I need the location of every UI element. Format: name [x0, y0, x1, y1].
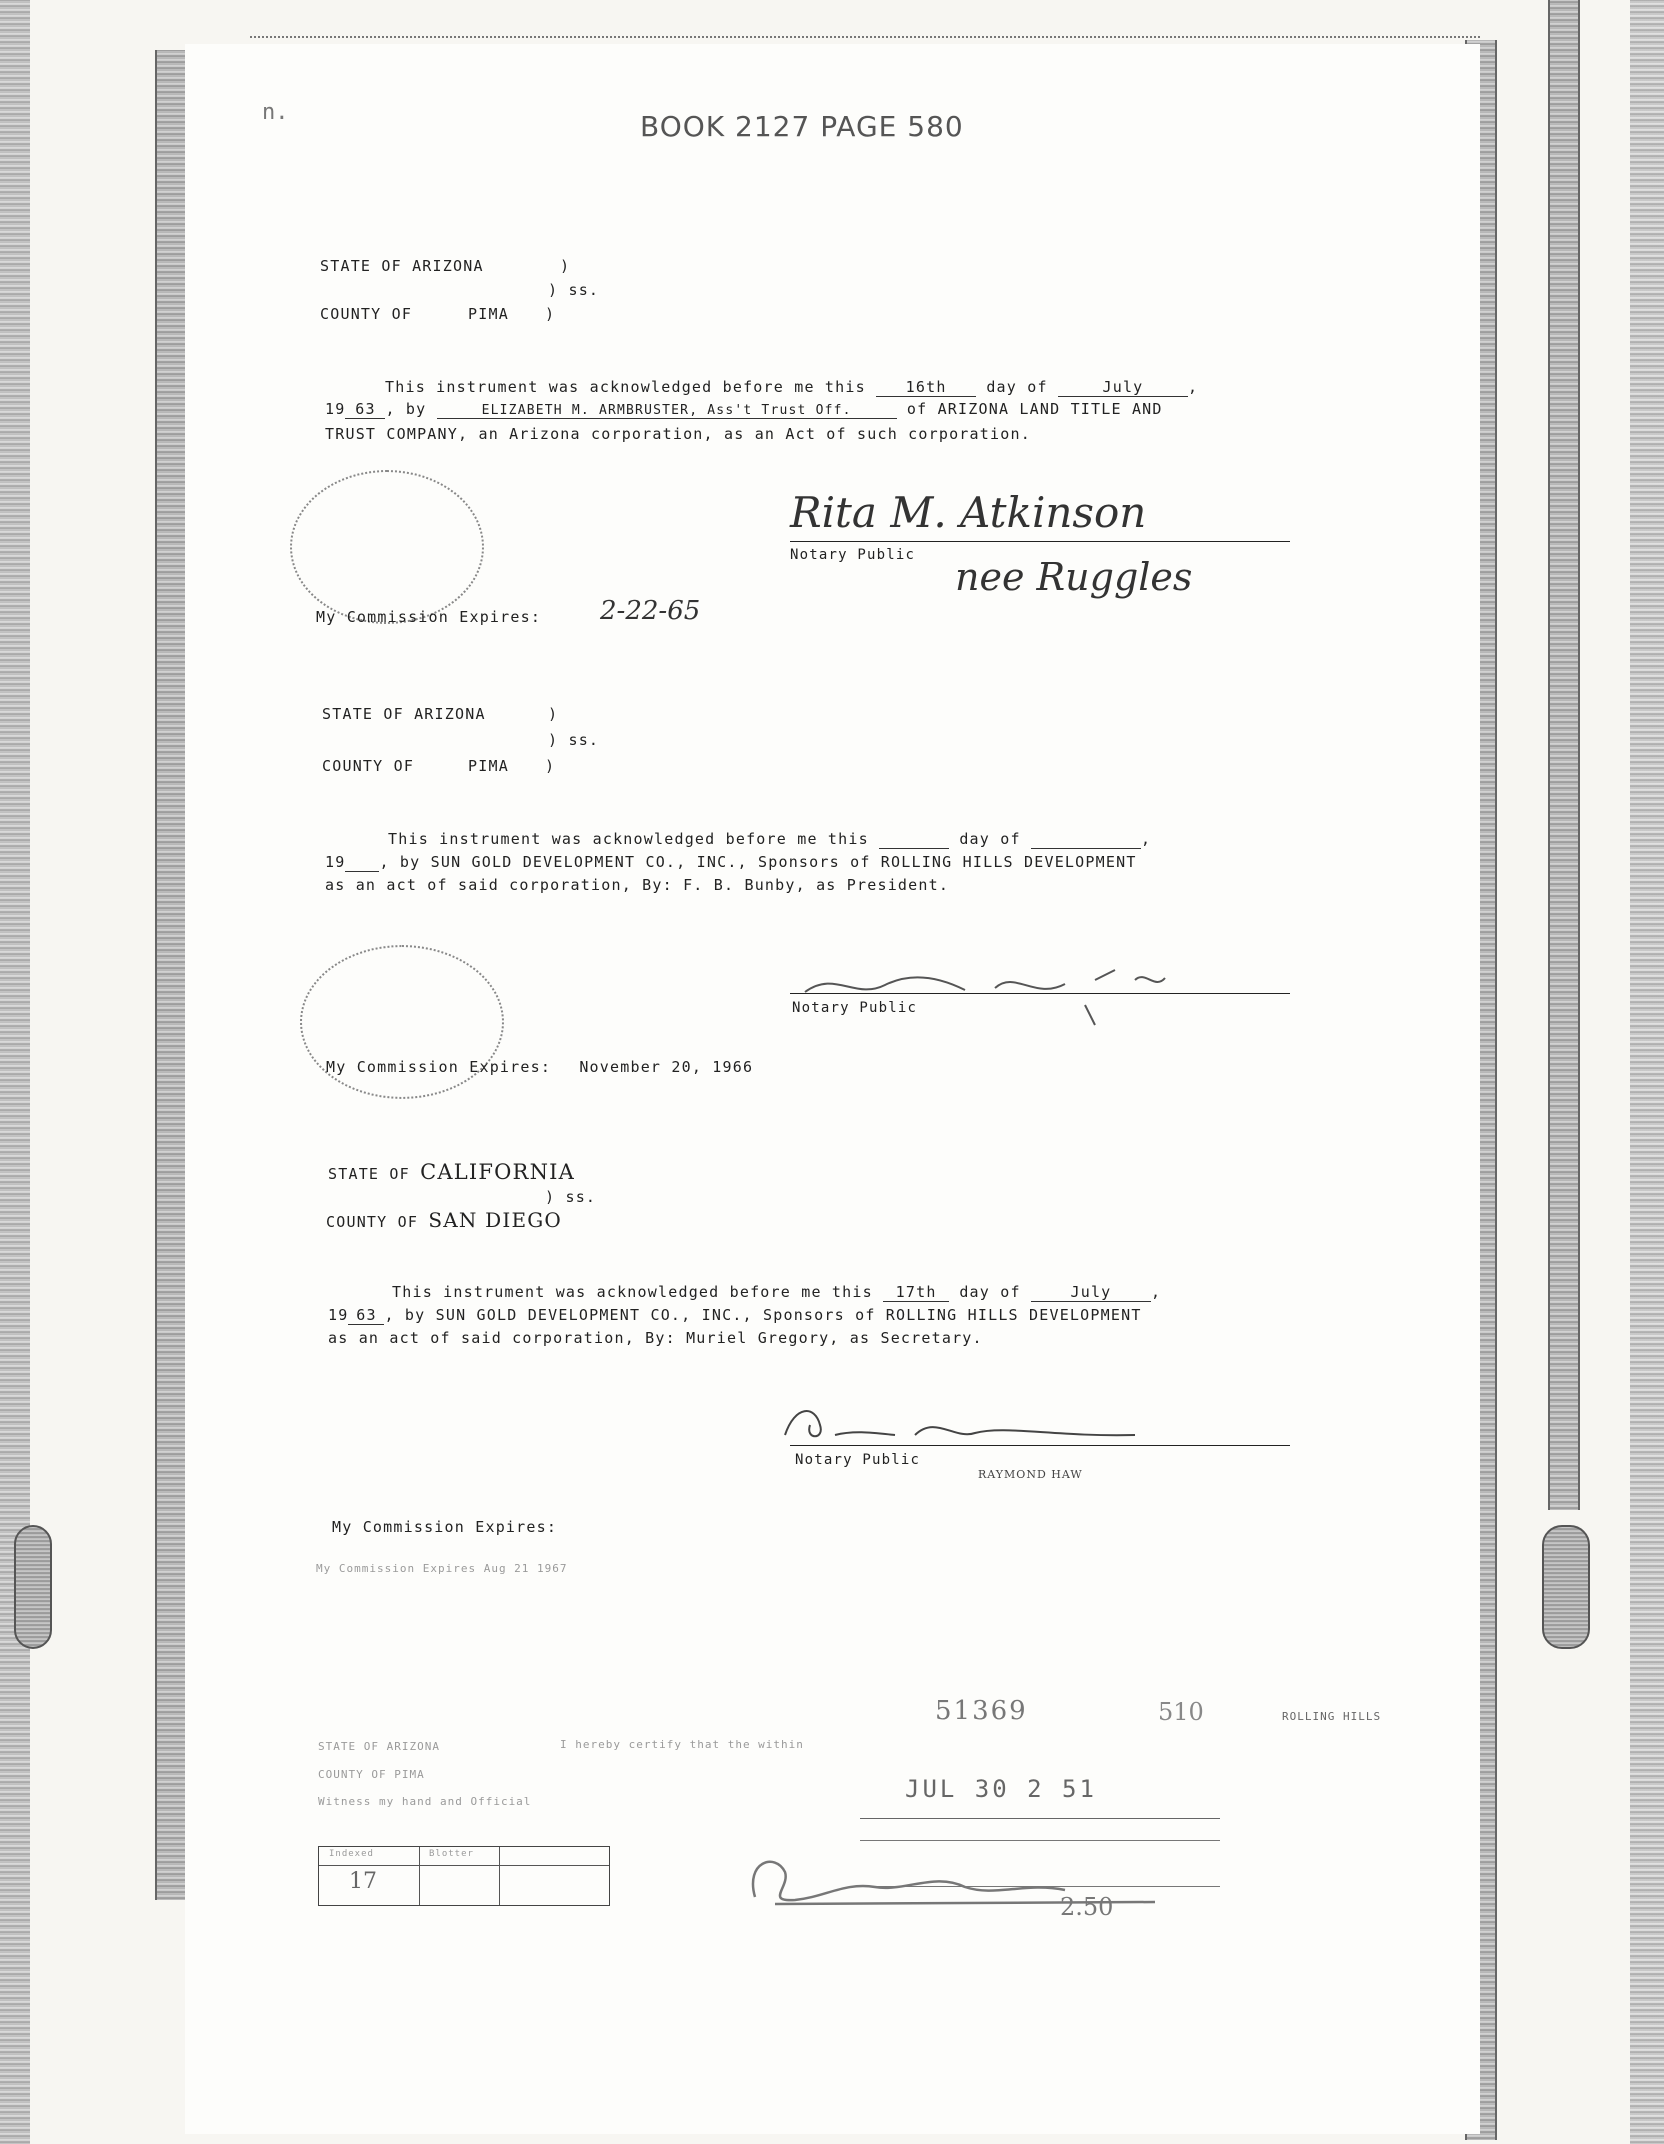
ack3-notary-name: RAYMOND HAW: [978, 1468, 1083, 1481]
recording-box-label1: Indexed: [329, 1849, 374, 1859]
recording-index-box: [318, 1846, 610, 1906]
ack3-year-prefix: 19: [328, 1306, 349, 1324]
recording-time: JUL 30 2 51: [905, 1775, 1097, 1803]
binder-clip-left: [14, 1525, 52, 1649]
ack1-notary-seal: [290, 470, 484, 624]
ack1-year-prefix: 19: [325, 400, 346, 418]
recording-left-line2: COUNTY OF PIMA: [318, 1768, 425, 1781]
ack3-line2-rest: , by SUN GOLD DEVELOPMENT CO., INC., Sponsors of ROLLING HILLS DEVELOPMENT: [384, 1306, 1142, 1324]
ack2-commission-date: November 20, 1966: [579, 1058, 754, 1076]
ack3-county-line: [326, 1208, 562, 1232]
ack3-year: 63: [348, 1306, 384, 1325]
ack3-day: 17th: [883, 1283, 949, 1302]
ack1-day-of: day of: [986, 378, 1048, 396]
ack1-commission-label: My Commission Expires:: [316, 608, 542, 626]
corner-mark: n.: [262, 100, 289, 125]
ack1-county-label: COUNTY OF: [320, 305, 413, 323]
ack1-bracket-2: ): [545, 305, 556, 323]
ack1-county: PIMA: [468, 305, 509, 323]
ack1-by: , by: [385, 400, 427, 418]
binder-clip-right: [1542, 1525, 1590, 1649]
ack1-comma: ,: [1187, 378, 1199, 396]
ack3-state-label: STATE OF: [328, 1165, 410, 1183]
ack3-ss: ) ss.: [545, 1188, 597, 1206]
ack2-year-prefix: 19: [325, 853, 346, 871]
ack2-bracket: ): [548, 705, 559, 723]
ack1-ss: ) ss.: [548, 281, 600, 299]
top-edge-noise: [250, 36, 1480, 48]
scan-strip-far-right: [1548, 0, 1580, 1510]
ack3-county: SAN DIEGO: [428, 1208, 563, 1232]
ack2-county: PIMA: [468, 757, 509, 775]
ack3-comma: ,: [1150, 1283, 1162, 1301]
ack3-line1-pre: This instrument was acknowledged before me this: [392, 1283, 873, 1301]
ack1-officer-name: ELIZABETH M. ARMBRUSTER, Ass't Trust Off.: [437, 403, 897, 419]
ack1-state: STATE OF ARIZONA: [320, 257, 484, 275]
ack1-day: 16th: [876, 378, 976, 397]
ack2-comma: ,: [1140, 830, 1152, 848]
recording-left-line1: STATE OF ARIZONA: [318, 1740, 440, 1753]
scan-strip-left: [155, 50, 187, 1900]
recording-fee: 2.50: [1060, 1893, 1114, 1921]
ack1-month: July: [1058, 378, 1188, 397]
recording-line-2: [860, 1840, 1220, 1841]
ack2-notary-label: Notary Public: [792, 1000, 918, 1016]
recording-number-2: 510: [1158, 1698, 1204, 1726]
ack2-ss: ) ss.: [548, 731, 600, 749]
ack2-bracket-2: ): [545, 757, 556, 775]
ack1-signature-line: [790, 541, 1290, 542]
recorder-signature: [735, 1842, 1215, 1932]
ack3-state-line: [328, 1160, 575, 1184]
ack2-line2-rest: , by SUN GOLD DEVELOPMENT CO., INC., Sponsors of ROLLING HILLS DEVELOPMENT: [379, 853, 1137, 871]
recording-number: 51369: [935, 1696, 1028, 1726]
ack1-line1-pre: This instrument was acknowledged before me this: [385, 378, 866, 396]
ack2-commission: [326, 1058, 753, 1076]
ack3-state: CALIFORNIA: [420, 1160, 576, 1184]
recording-left-line3: Witness my hand and Official: [318, 1795, 532, 1808]
ack2-commission-label: My Commission Expires:: [326, 1058, 552, 1076]
ack1-nee-signature: nee Ruggles: [955, 555, 1193, 599]
ack3-month: July: [1031, 1283, 1151, 1302]
ack3-faint-line: My Commission Expires Aug 21 1967: [316, 1562, 568, 1575]
ack3-signature-line: [790, 1445, 1290, 1446]
recording-right-label: ROLLING HILLS: [1282, 1710, 1382, 1723]
ack3-line2: [328, 1306, 1142, 1325]
ack2-county-label: COUNTY OF: [322, 757, 415, 775]
ack2-line1-pre: This instrument was acknowledged before me this: [388, 830, 869, 848]
ack3-commission-label: My Commission Expires:: [332, 1518, 558, 1536]
ack3-county-label: COUNTY OF: [326, 1213, 419, 1231]
ack1-notary-label: Notary Public: [790, 547, 916, 563]
ack1-line1: [385, 378, 1198, 397]
ack1-year: 63: [345, 400, 385, 419]
ack2-line1: [388, 830, 1151, 849]
ack2-day-of: day of: [959, 830, 1021, 848]
recording-box-label2: Blotter: [429, 1849, 474, 1859]
ack3-line1: [392, 1283, 1161, 1302]
recording-line-1: [860, 1818, 1220, 1819]
ack2-line3: as an act of said corporation, By: F. B. Bunby, as President.: [325, 876, 950, 894]
book-page-number: BOOK 2127 PAGE 580: [640, 110, 964, 143]
ack1-line3: TRUST COMPANY, an Arizona corporation, as an Act of such corporation.: [325, 425, 1031, 443]
ack1-of: of ARIZONA LAND TITLE AND: [906, 400, 1163, 418]
scan-border-right: [1630, 0, 1664, 2144]
ack3-day-of: day of: [959, 1283, 1021, 1301]
ack1-commission-date: 2-22-65: [600, 596, 701, 626]
recording-box-value: 17: [349, 1869, 377, 1894]
scan-border-left: [0, 0, 30, 2144]
ack3-notary-signature: [775, 1395, 1295, 1455]
recording-left-mid1: I hereby certify that the within: [560, 1738, 804, 1751]
ack2-line2: [325, 853, 1137, 872]
ack2-state: STATE OF ARIZONA: [322, 705, 486, 723]
ack2-notary-signature: [795, 950, 1175, 1030]
ack1-line2: [325, 400, 1163, 419]
ack2-signature-line: [790, 993, 1290, 994]
ack3-line3: as an act of said corporation, By: Muriel Gregory, as Secretary.: [328, 1329, 983, 1347]
ack1-bracket: ): [560, 257, 571, 275]
ack1-notary-signature: Rita M. Atkinson: [790, 488, 1147, 537]
ack3-notary-label: Notary Public: [795, 1452, 921, 1468]
